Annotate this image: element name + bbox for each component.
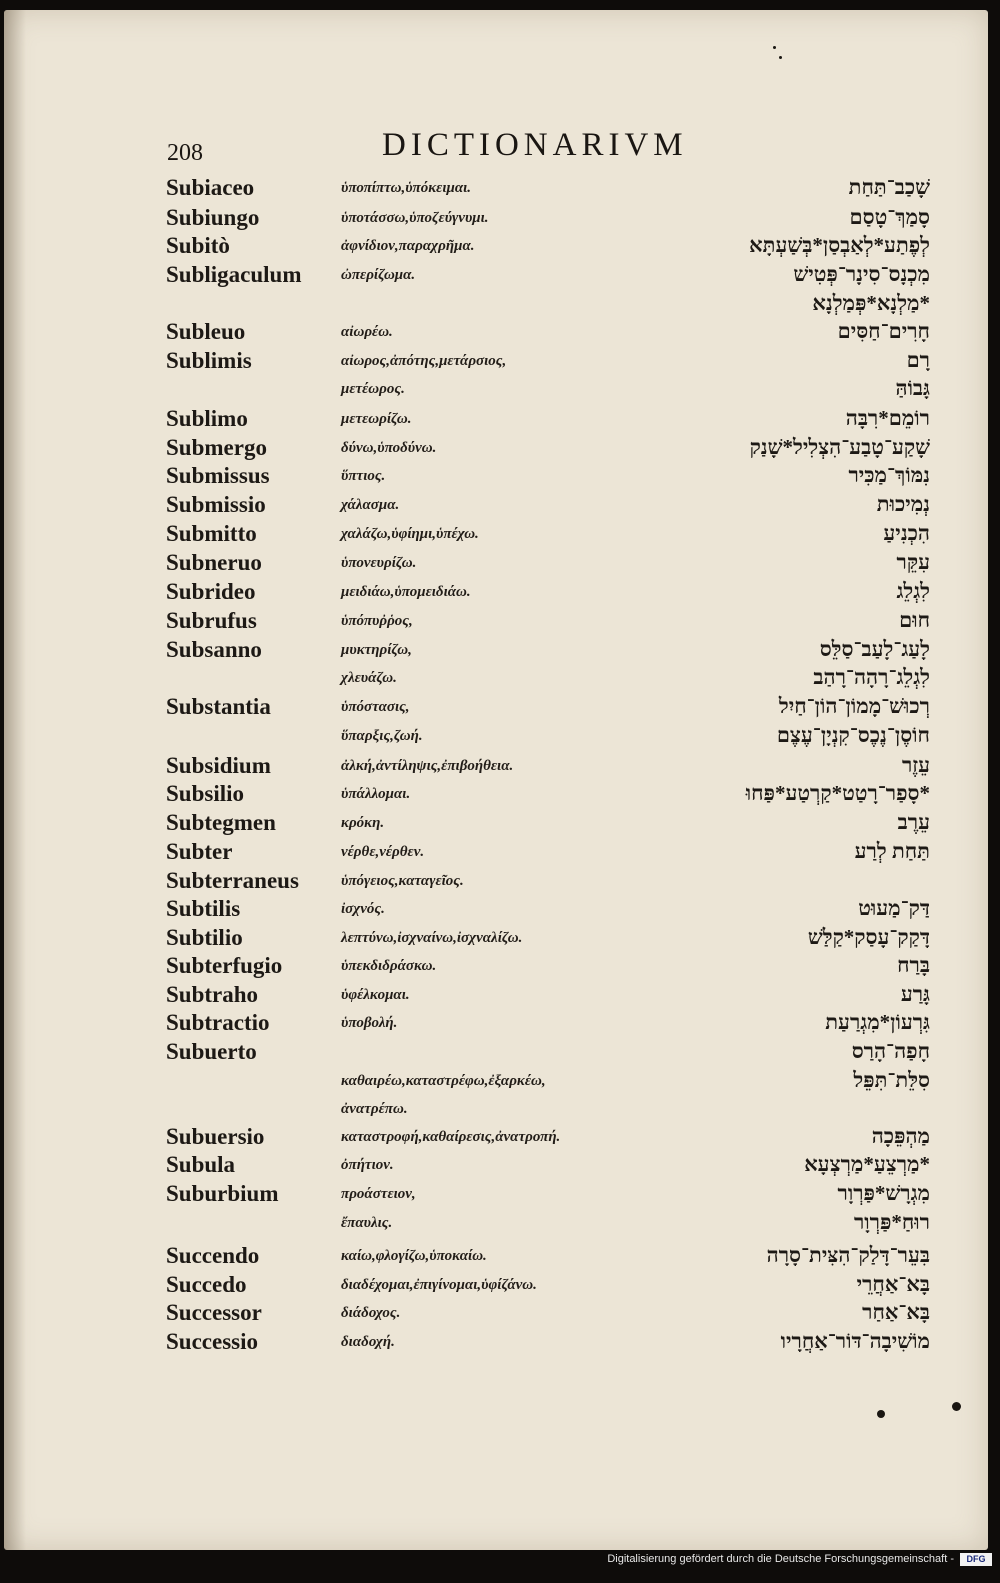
greek-equivalent: μετέωρος. (341, 381, 405, 397)
greek-equivalent: μειδιάω,ὑπομειδιάω. (341, 584, 471, 600)
dictionary-entry (166, 1039, 966, 1067)
latin-headword: Subtilis (166, 896, 241, 921)
hebrew-equivalent: דָּקַק־עָסַק*קַלַּשׁ (807, 925, 930, 949)
dictionary-entry (166, 753, 966, 781)
greek-equivalent: διάδοχος. (341, 1305, 401, 1321)
dictionary-entry (166, 1068, 966, 1096)
dfg-logo: DFG (960, 1553, 992, 1566)
latin-headword: Submergo (166, 435, 267, 460)
hebrew-equivalent: מַהְפֵּכָה (871, 1124, 930, 1148)
greek-equivalent: μετεωρίζω. (341, 411, 412, 427)
hebrew-equivalent: מִגְרָשׁ*פַּרְוָר (837, 1181, 930, 1205)
greek-equivalent: ὠπερίζωμα. (341, 267, 416, 283)
latin-headword: Succendo (166, 1243, 260, 1268)
hebrew-equivalent: בָּרַח (897, 953, 930, 977)
greek-equivalent: ὑπεκδιδράσκω. (341, 958, 437, 974)
hebrew-equivalent: לָעַג־לָעַב־סַלֵּס (819, 637, 930, 661)
dictionary-entry (166, 579, 966, 607)
ink-speck (779, 56, 782, 59)
hebrew-equivalent: *מַרְצֵעַ*מַרְצְעָא (804, 1152, 930, 1176)
hebrew-equivalent: דַּק־מַעוּט (858, 896, 930, 920)
dictionary-entry (166, 492, 966, 520)
hebrew-equivalent: לְפֶתַע*לְאַבְסַן*בְּשַׁעְתָּא (749, 233, 930, 257)
hebrew-equivalent: חוּם (899, 608, 930, 632)
greek-equivalent: χάλασμα. (341, 497, 400, 513)
latin-headword: Successor (166, 1300, 262, 1325)
latin-headword: Sublimo (166, 406, 248, 431)
dictionary-entry (166, 1329, 966, 1357)
hebrew-equivalent: סָמַךְ־טָסַם (849, 205, 930, 229)
dictionary-entry (166, 291, 966, 319)
hebrew-equivalent: בָּא־אַחֲרֵי (856, 1272, 930, 1296)
dictionary-entry (166, 1272, 966, 1300)
latin-headword: Subneruo (166, 550, 262, 575)
greek-equivalent: ὑποτάσσω,ὑποζεύγνυμι. (341, 210, 489, 226)
page-number: 208 (167, 140, 203, 166)
latin-headword: Subterfugio (166, 953, 283, 978)
greek-equivalent: ὑπόγειος,καταγεῖος. (341, 873, 464, 889)
hebrew-equivalent: מוֹשִׁיבָה־דּוֹר־אַחֲרָיו (780, 1329, 930, 1353)
dictionary-entry (166, 1300, 966, 1328)
hebrew-equivalent: חָפַה־הָרַס (851, 1039, 930, 1063)
hebrew-equivalent: *סָפַר־רָטַט*קַרְטַע*פַּחוּ (745, 781, 930, 805)
dictionary-entry (166, 233, 966, 261)
greek-equivalent: ὑπόστασις, (341, 699, 410, 715)
book-page (4, 10, 988, 1550)
hebrew-equivalent: רְכוּשׁ־מָמוֹן־הוֹן־חַיִל (778, 694, 930, 718)
dictionary-entry (166, 1152, 966, 1180)
hebrew-equivalent: רוּחַ*פַּרְוָר (853, 1210, 930, 1234)
dictionary-entry (166, 348, 966, 376)
greek-equivalent: μυκτηρίζω, (341, 642, 412, 658)
dictionary-entry (166, 781, 966, 809)
greek-equivalent: διαδέχομαι,ἐπιγίνομαι,ὑφίζάνω. (341, 1277, 537, 1293)
dictionary-entry (166, 1010, 966, 1038)
greek-equivalent: ἀφνίδιον,παραχρῆμα. (341, 238, 475, 254)
dictionary-entry (166, 435, 966, 463)
latin-headword: Subiungo (166, 205, 260, 230)
dictionary-entry (166, 608, 966, 636)
greek-equivalent: ὕπαρξις,ζωή. (341, 728, 423, 744)
latin-headword: Subsanno (166, 637, 262, 662)
latin-headword: Successio (166, 1329, 258, 1354)
latin-headword: Subtraho (166, 982, 259, 1007)
hebrew-equivalent: עִקֵּר (896, 550, 930, 574)
dictionary-entry (166, 896, 966, 924)
hebrew-equivalent: מִכְנָס־סִינָר־פְּטִישׁ (793, 262, 930, 286)
dictionary-entry (166, 1124, 966, 1152)
hebrew-equivalent: רָם (906, 348, 930, 372)
greek-equivalent: ὑπάλλομαι. (341, 786, 411, 802)
hebrew-equivalent: רוֹמֵם*רִבָּה (845, 406, 930, 430)
dictionary-entry (166, 839, 966, 867)
greek-equivalent: ὕπτιος. (341, 468, 386, 484)
hebrew-equivalent: *מַלְנָא*פְּמַלְנָא (812, 291, 930, 315)
dictionary-entry (166, 463, 966, 491)
hebrew-equivalent: לִגְלֵג־רָהָה־רָהַב (813, 665, 930, 689)
ink-dot (952, 1402, 961, 1411)
greek-equivalent: νέρθε,νέρθεν. (341, 844, 425, 860)
greek-equivalent: αἰωρος,ἀπότης,μετάρσιος, (341, 353, 507, 369)
dictionary-entry (166, 550, 966, 578)
greek-equivalent: καθαιρέω,καταστρέφω,ἐξαρκέω, (341, 1073, 546, 1089)
greek-equivalent: διαδοχή. (341, 1334, 395, 1350)
footer-credit: Digitalisierung gefördert durch die Deutsche Forschungsgemeinschaft - (607, 1553, 954, 1565)
hebrew-equivalent: חוֹסֶן־נֶכֶס־קִנְיָן־עֶצֶם (776, 723, 930, 747)
dictionary-entry (166, 376, 966, 404)
dictionary-entry (166, 868, 966, 896)
latin-headword: Substantia (166, 694, 271, 719)
greek-equivalent: χλευάζω. (341, 670, 397, 686)
latin-headword: Subterraneus (166, 868, 299, 893)
hebrew-equivalent: בִּעֵר־דָּלַק־הִצִּית־סָרָה (766, 1243, 930, 1267)
greek-equivalent: καταστροφή,καθαίρεσις,ἀνατροπή. (341, 1129, 561, 1145)
latin-headword: Submissus (166, 463, 270, 488)
hebrew-equivalent: גִּרְעוֹן*מִגְרַעַת (825, 1010, 930, 1034)
dictionary-entry (166, 1210, 966, 1238)
greek-equivalent: καίω,φλογίζω,ὑποκαίω. (341, 1248, 487, 1264)
greek-equivalent: ἀνατρέπω. (341, 1101, 408, 1117)
latin-headword: Subuersio (166, 1124, 265, 1149)
greek-equivalent: ὑποπίπτω,ὑπόκειμαι. (341, 180, 472, 196)
dictionary-entry (166, 406, 966, 434)
hebrew-equivalent: שָׁכַב־תַּחַת (848, 175, 930, 199)
hebrew-equivalent: נְמִיכוּת (876, 492, 930, 516)
greek-equivalent: χαλάζω,ὑφίημι,ὑπέχω. (341, 526, 479, 542)
latin-headword: Subuerto (166, 1039, 257, 1064)
greek-equivalent: δύνω,ὑποδύνω. (341, 440, 437, 456)
hebrew-equivalent: עֵרֶב (897, 810, 930, 834)
latin-headword: Subiaceo (166, 175, 255, 200)
greek-equivalent: ὑπόπυῤῥος, (341, 613, 413, 629)
greek-equivalent: ὑφέλκομαι. (341, 987, 410, 1003)
latin-headword: Subrufus (166, 608, 257, 633)
dictionary-entry (166, 694, 966, 722)
latin-headword: Subula (166, 1152, 236, 1177)
dictionary-entry (166, 175, 966, 203)
dictionary-entry (166, 925, 966, 953)
greek-equivalent: κρόκη. (341, 815, 385, 831)
latin-headword: Succedo (166, 1272, 247, 1297)
dictionary-entry (166, 262, 966, 290)
latin-headword: Subtegmen (166, 810, 276, 835)
latin-headword: Submitto (166, 521, 257, 546)
hebrew-equivalent: גָּבוֹהַּ (895, 376, 930, 400)
latin-headword: Subrideo (166, 579, 256, 604)
latin-headword: Subitò (166, 233, 230, 258)
hebrew-equivalent: בָּא־אַחַר (862, 1300, 930, 1324)
latin-headword: Subtilio (166, 925, 243, 950)
hebrew-equivalent: חָרִים־חַסִּים (837, 319, 930, 343)
greek-equivalent: ἔπαυλις. (341, 1215, 393, 1231)
latin-headword: Subtractio (166, 1010, 270, 1035)
dictionary-entry (166, 723, 966, 751)
dictionary-entry (166, 319, 966, 347)
dictionary-entry (166, 1096, 966, 1124)
ink-speck (773, 46, 776, 49)
running-head: DICTIONARIVM (382, 127, 688, 163)
greek-equivalent: ἀλκή,ἀντίληψις,ἐπιβοήθεια. (341, 758, 514, 774)
latin-headword: Suburbium (166, 1181, 279, 1206)
dictionary-entry (166, 521, 966, 549)
hebrew-equivalent: לִגְלֵג (896, 579, 930, 603)
dictionary-entry (166, 205, 966, 233)
hebrew-equivalent: הִכְנִיעַ (883, 521, 930, 545)
greek-equivalent: ὑποβολή. (341, 1015, 398, 1031)
latin-headword: Subter (166, 839, 233, 864)
gutter-shadow (4, 10, 26, 1550)
latin-headword: Subligaculum (166, 262, 302, 287)
dictionary-entry (166, 953, 966, 981)
dictionary-entry (166, 1181, 966, 1209)
ink-dot (877, 1410, 885, 1418)
hebrew-equivalent: נִמּוֹךְ־מַכִּיר (848, 463, 930, 487)
greek-equivalent: αἰωρέω. (341, 324, 393, 340)
hebrew-equivalent: עֵזֶר (901, 753, 930, 777)
greek-equivalent: ἰσχνός. (341, 901, 385, 917)
greek-equivalent: λεπτύνω,ἰσχναίνω,ἰσχναλίζω. (341, 930, 523, 946)
hebrew-equivalent: שָׁקַע־טָבַע־הִצְלִיל*שָׁנַק (749, 435, 930, 459)
latin-headword: Sublimis (166, 348, 252, 373)
latin-headword: Submissio (166, 492, 266, 517)
greek-equivalent: ὑπονευρίζω. (341, 555, 417, 571)
latin-headword: Subsidium (166, 753, 271, 778)
greek-equivalent: προάστειον, (341, 1186, 416, 1202)
hebrew-equivalent: תַּחַת לְרַע (854, 839, 930, 863)
dictionary-entry (166, 665, 966, 693)
dictionary-entry (166, 1243, 966, 1271)
latin-headword: Subsilio (166, 781, 244, 806)
dictionary-entry (166, 982, 966, 1010)
dictionary-entry (166, 810, 966, 838)
hebrew-equivalent: גָּרַע (900, 982, 930, 1006)
latin-headword: Subleuo (166, 319, 246, 344)
hebrew-equivalent: סִלֵּת־תִּפֵּל (853, 1068, 930, 1092)
greek-equivalent: ὀπήτιον. (341, 1157, 394, 1173)
dictionary-entry (166, 637, 966, 665)
